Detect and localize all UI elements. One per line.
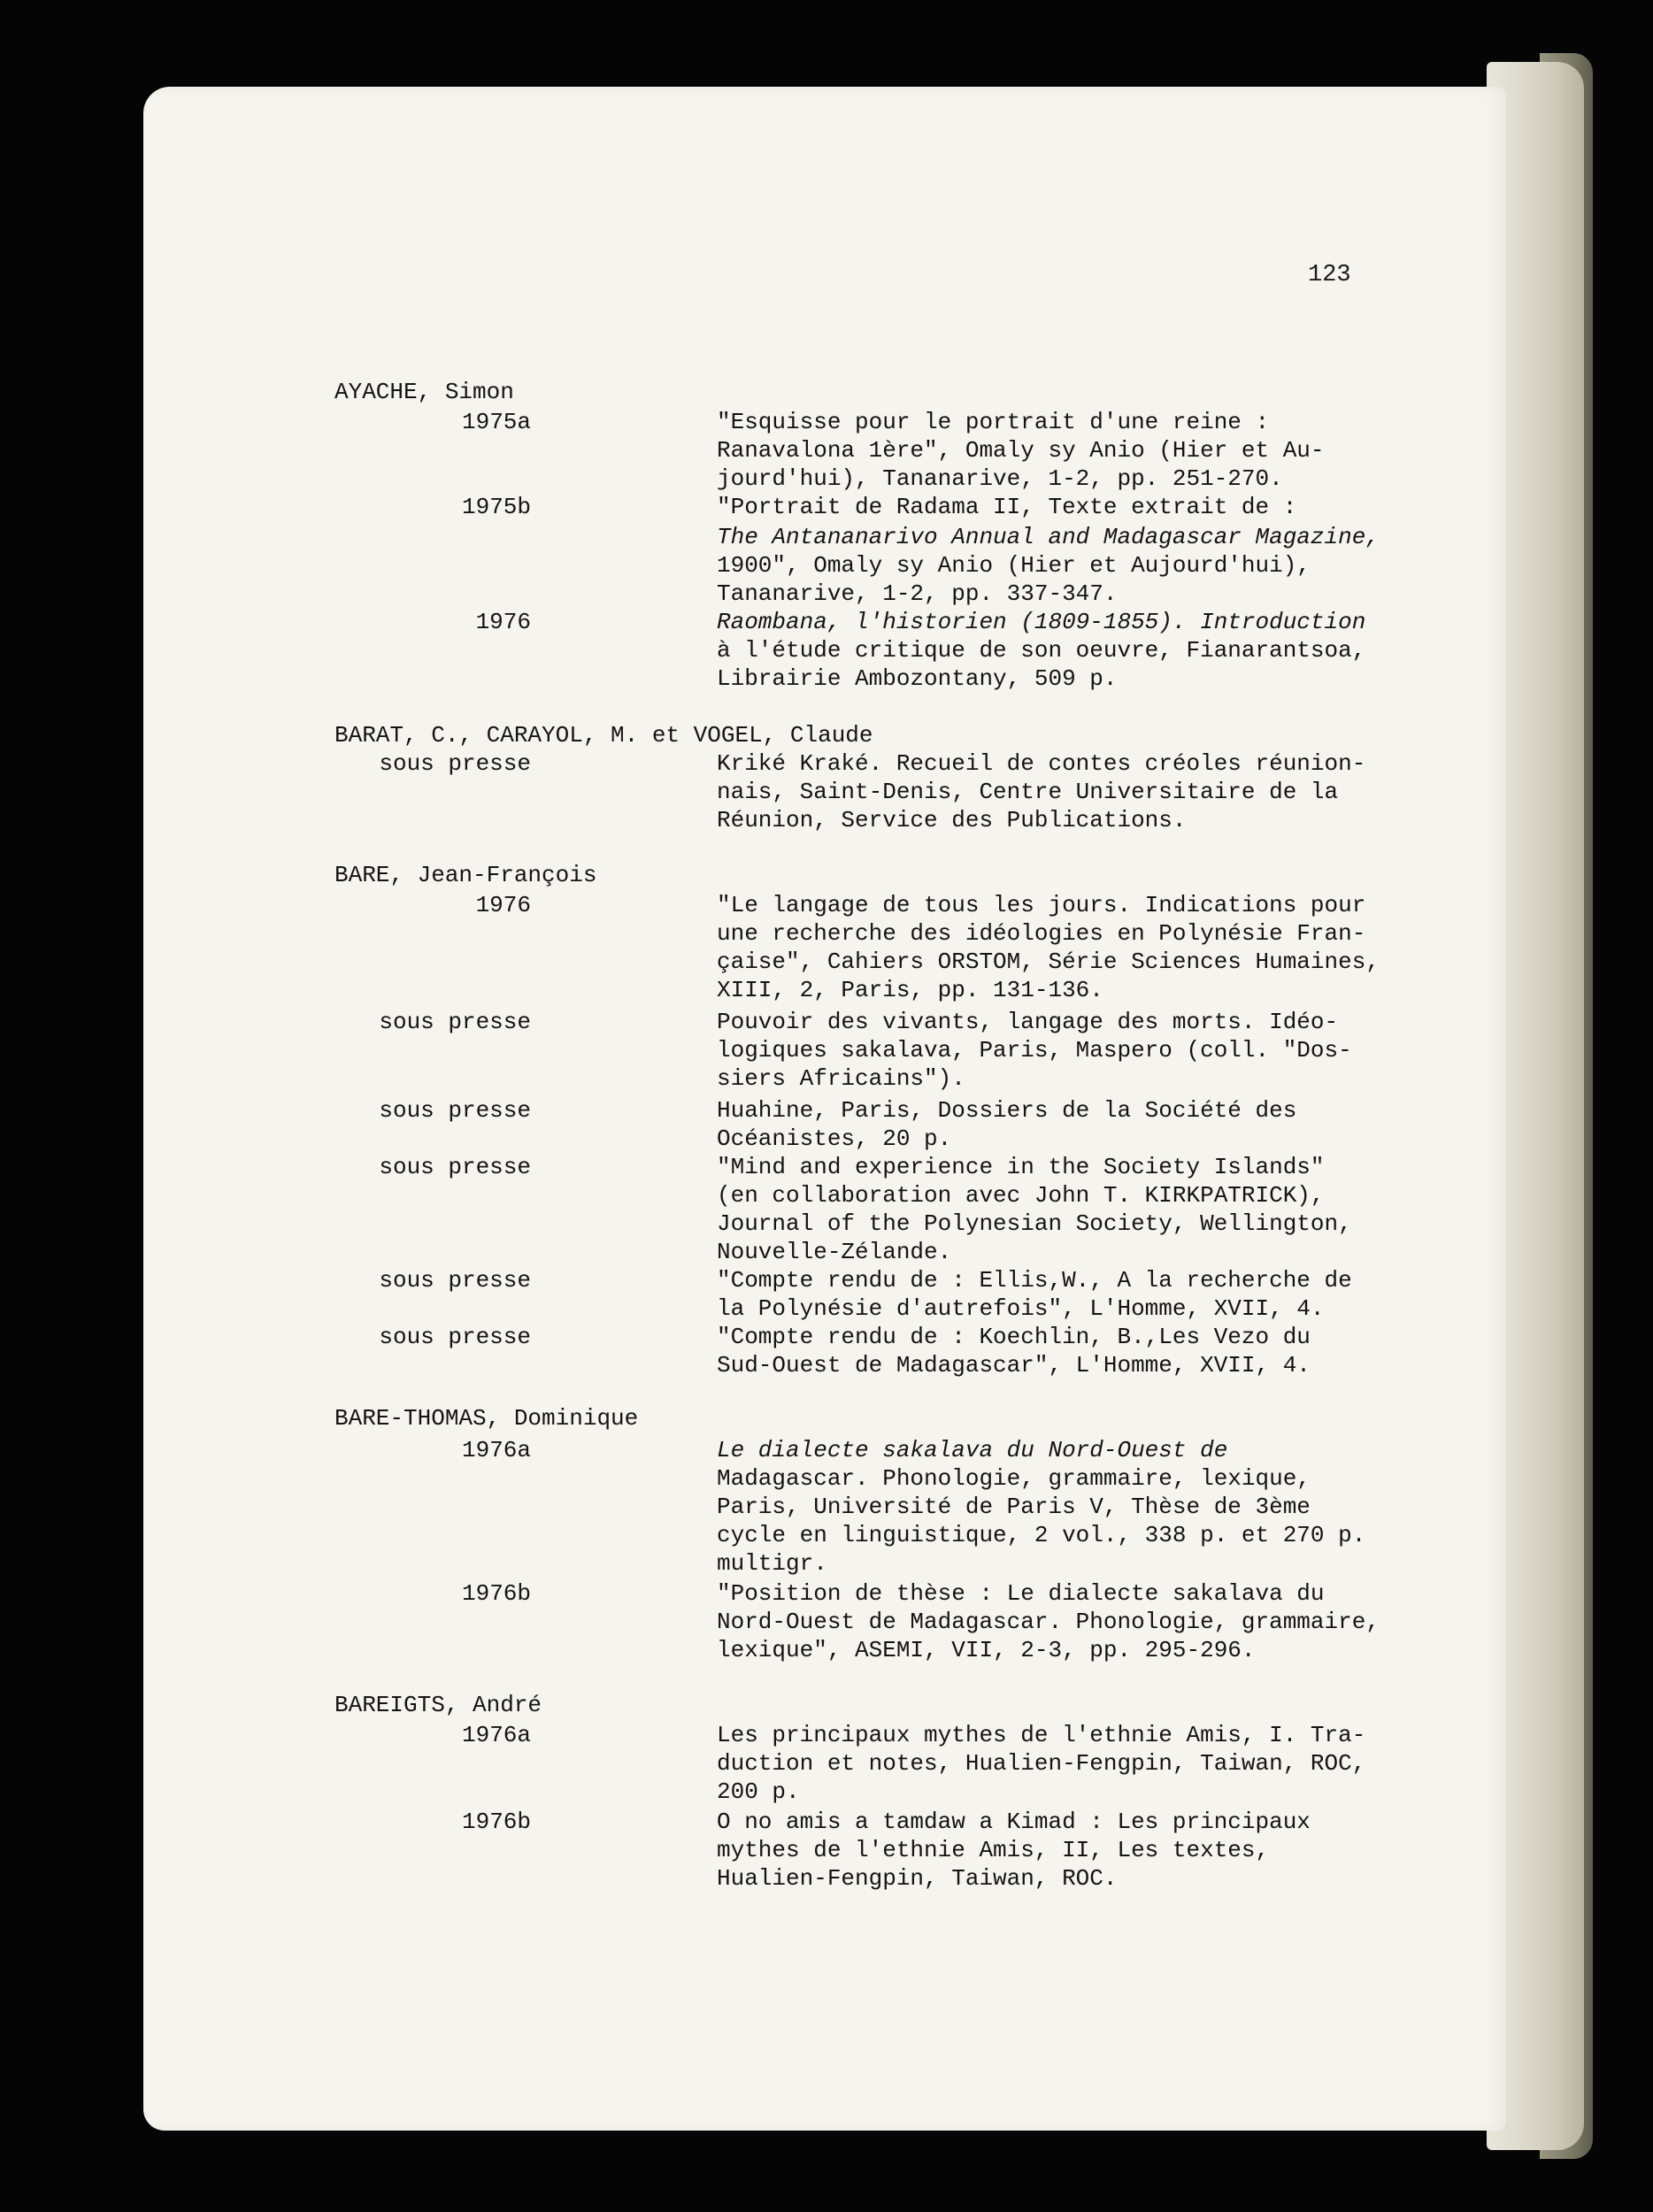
year-bare-sous-presse-2: sous presse — [379, 1097, 531, 1124]
entry-line: Raombana, l'historien (1809-1855). Introduction — [717, 609, 1366, 635]
year-bare-sous-presse-4: sous presse — [379, 1267, 531, 1294]
entry-line: Paris, Université de Paris V, Thèse de 3ème — [717, 1494, 1311, 1520]
year-bareigts-1976b: 1976b — [461, 1809, 531, 1835]
year-bare-sous-presse-1: sous presse — [379, 1009, 531, 1035]
entry-line: jourd'hui), Tananarive, 1-2, pp. 251-270. — [717, 465, 1283, 492]
entry-line: Madagascar. Phonologie, grammaire, lexique, — [717, 1465, 1311, 1492]
entry-line: "Compte rendu de : Ellis,W., A la recherche de — [717, 1267, 1352, 1294]
entry-line: "Portrait de Radama II, Texte extrait de : — [717, 494, 1297, 520]
entry-line: 1900", Omaly sy Anio (Hier et Aujourd'hui), — [717, 552, 1311, 579]
entry-line: lexique", ASEMI, VII, 2-3, pp. 295-296. — [717, 1637, 1256, 1663]
year-bare-sous-presse-3: sous presse — [379, 1154, 531, 1180]
entry-line: nais, Saint-Denis, Centre Universitaire de la — [717, 779, 1339, 805]
entry-line: Réunion, Service des Publications. — [717, 807, 1187, 833]
entry-line: Hualien-Fengpin, Taiwan, ROC. — [717, 1865, 1118, 1892]
year-bare-1976: 1976 — [475, 892, 531, 918]
entry-line: logiques sakalava, Paris, Maspero (coll. "Dos- — [717, 1037, 1352, 1064]
author-ayache: AYACHE, Simon — [334, 379, 514, 405]
entry-line: Nord-Ouest de Madagascar. Phonologie, grammaire, — [717, 1609, 1380, 1635]
entry-line: multigr. — [717, 1550, 827, 1577]
entry-line: O no amis a tamdaw a Kimad : Les principaux — [717, 1809, 1311, 1835]
year-bare-sous-presse-5: sous presse — [379, 1324, 531, 1350]
entry-line: Les principaux mythes de l'ethnie Amis, I. Tra- — [717, 1722, 1366, 1748]
author-bareigts: BAREIGTS, André — [334, 1692, 542, 1718]
author-bare: BARE, Jean-François — [334, 862, 597, 888]
entry-line: Pouvoir des vivants, langage des morts. Idéo- — [717, 1009, 1339, 1035]
entry-line: çaise", Cahiers ORSTOM, Série Sciences Humaines, — [717, 949, 1380, 975]
entry-line: duction et notes, Hualien-Fengpin, Taiwan, ROC, — [717, 1750, 1366, 1777]
entry-line: la Polynésie d'autrefois", L'Homme, XVII, 4. — [717, 1295, 1325, 1322]
entry-line: Journal of the Polynesian Society, Wellington, — [717, 1210, 1352, 1237]
year-bare-thomas-1976a: 1976a — [461, 1437, 531, 1463]
author-barat: BARAT, C., CARAYOL, M. et VOGEL, Claude — [334, 722, 873, 749]
year-ayache-1976: 1976 — [475, 609, 531, 635]
entry-line: "Compte rendu de : Koechlin, B.,Les Vezo du — [717, 1324, 1311, 1350]
entry-line: "Position de thèse : Le dialecte sakalava du — [717, 1580, 1325, 1607]
year-bare-thomas-1976b: 1976b — [461, 1580, 531, 1607]
entry-line: (en collaboration avec John T. KIRKPATRICK), — [717, 1182, 1325, 1209]
page-number: 123 — [1308, 262, 1351, 288]
year-ayache-1975a: 1975a — [461, 409, 531, 435]
entry-line: une recherche des idéologies en Polynésie Fran- — [717, 920, 1366, 947]
entry-line: Tananarive, 1-2, pp. 337-347. — [717, 580, 1118, 607]
entry-line: 200 p. — [717, 1778, 800, 1805]
entry-line: à l'étude critique de son oeuvre, Fianarantsoa, — [717, 637, 1366, 664]
year-bareigts-1976a: 1976a — [461, 1722, 531, 1748]
entry-line: cycle en linguistique, 2 vol., 338 p. et 270 p. — [717, 1522, 1366, 1548]
entry-line: Nouvelle-Zélande. — [717, 1239, 952, 1265]
entry-line: "Mind and experience in the Society Islands" — [717, 1154, 1325, 1180]
entry-line: Ranavalona 1ère", Omaly sy Anio (Hier et Au- — [717, 437, 1325, 464]
entry-line: Sud-Ouest de Madagascar", L'Homme, XVII, 4. — [717, 1352, 1311, 1379]
entry-line: "Esquisse pour le portrait d'une reine : — [717, 409, 1270, 435]
entry-line: XIII, 2, Paris, pp. 131-136. — [717, 977, 1103, 1003]
entry-line: The Antananarivo Annual and Madagascar Magazine, — [717, 524, 1380, 550]
entry-line: Océanistes, 20 p. — [717, 1125, 952, 1152]
entry-line: Kriké Kraké. Recueil de contes créoles réunion- — [717, 750, 1366, 777]
entry-line: Huahine, Paris, Dossiers de la Société des — [717, 1097, 1297, 1124]
year-ayache-1975b: 1975b — [461, 494, 531, 520]
entry-line: Librairie Ambozontany, 509 p. — [717, 665, 1118, 692]
entry-line: siers Africains"). — [717, 1065, 965, 1092]
year-barat-sous-presse: sous presse — [379, 750, 531, 777]
entry-line: Le dialecte sakalava du Nord-Ouest de — [717, 1437, 1228, 1463]
author-bare-thomas: BARE-THOMAS, Dominique — [334, 1405, 639, 1432]
entry-line: mythes de l'ethnie Amis, II, Les textes, — [717, 1837, 1270, 1863]
entry-line: "Le langage de tous les jours. Indications pour — [717, 892, 1366, 918]
